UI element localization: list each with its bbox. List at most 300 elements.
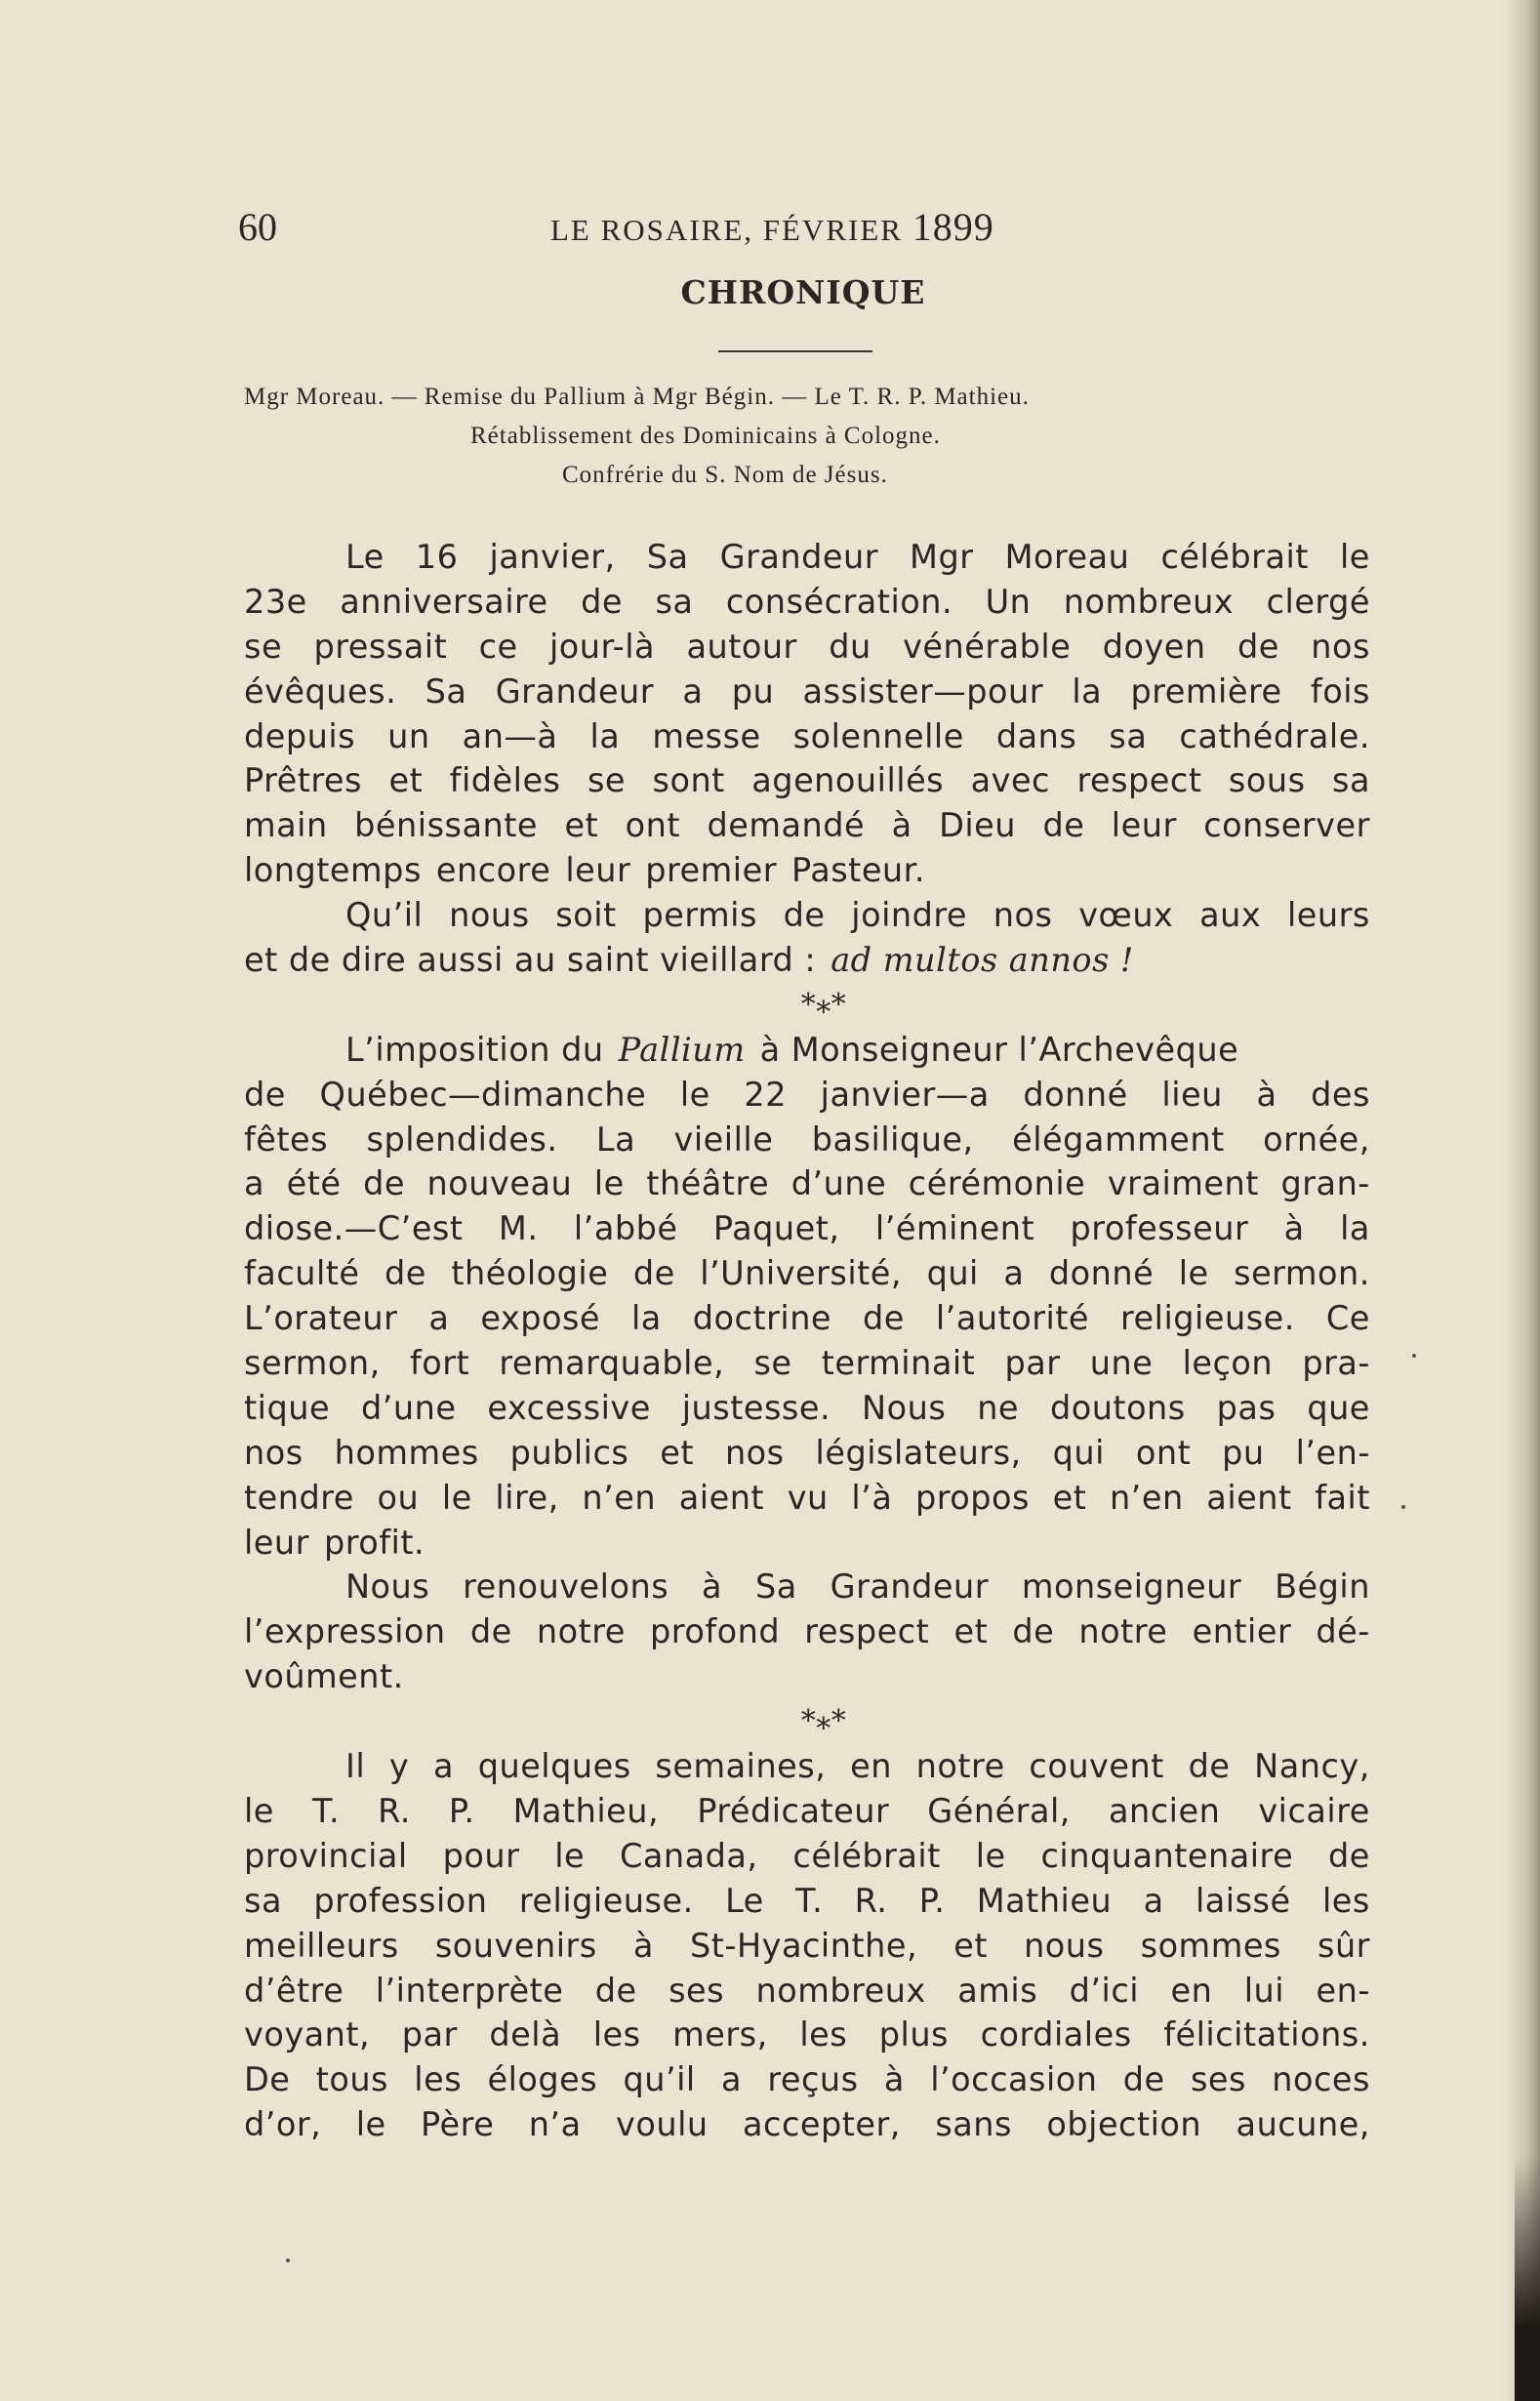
word: a (428, 1299, 450, 1338)
word: célébrait (792, 1836, 941, 1875)
word: R. (854, 1881, 888, 1920)
word: sûr (1317, 1926, 1370, 1965)
word: clergé (1266, 582, 1370, 621)
word: évêques. (244, 671, 397, 711)
word: demandé (707, 806, 866, 845)
star-glyph: * (816, 995, 831, 1030)
word: doyen (1102, 627, 1206, 666)
word: éloges (487, 2060, 598, 2099)
word: laissé (1195, 1881, 1291, 1920)
word: Nancy, (1254, 1747, 1370, 1786)
page-gutter-shadow (1505, 0, 1540, 2401)
word: donné (1048, 1254, 1155, 1293)
text-line (244, 1969, 1370, 2014)
word: élégamment (1012, 1119, 1225, 1159)
word: de (385, 1254, 426, 1293)
word: janvier, (489, 538, 616, 576)
word: de (1042, 806, 1085, 845)
word: La (595, 1119, 636, 1159)
word: fidèles (449, 761, 561, 800)
word: législateurs, (815, 1433, 1022, 1472)
word: provincial (244, 1836, 408, 1875)
word: exposé (480, 1299, 601, 1338)
page-number: 60 (238, 205, 277, 249)
text-line (244, 1565, 1370, 1609)
word: de (1236, 627, 1279, 666)
word: le (975, 1836, 1006, 1875)
word: le (679, 1075, 710, 1114)
text-line (244, 848, 1370, 893)
word: Dieu (939, 806, 1017, 845)
word: de (594, 1971, 637, 2010)
text-line (244, 803, 1370, 848)
word: la (1072, 671, 1103, 711)
word: par (401, 2015, 458, 2055)
word: Canada, (619, 1836, 758, 1875)
word: lui (1243, 1971, 1285, 2010)
word: les (414, 2060, 463, 2099)
word: excessive (487, 1388, 651, 1427)
word: a (432, 1747, 454, 1786)
word: vicaire (1258, 1791, 1370, 1830)
word: pu (731, 671, 775, 711)
word: l’abbé (573, 1209, 678, 1248)
text-line (244, 625, 1370, 670)
word: à (1256, 1075, 1277, 1114)
word: Bégin (1275, 1567, 1370, 1607)
word: main (244, 806, 328, 845)
word: Il (345, 1747, 366, 1786)
word: qu’il (623, 2060, 696, 2099)
word: sans (935, 2105, 1012, 2144)
word: qui (1052, 1433, 1105, 1472)
word: nos (724, 1433, 785, 1472)
word: Grandeur (719, 538, 878, 576)
word: sont (652, 761, 725, 800)
word: L’orateur (244, 1299, 398, 1338)
word: d’or, (244, 2105, 322, 2144)
word: ce (478, 627, 518, 666)
word: longtemps (244, 851, 422, 890)
word: permis (642, 896, 757, 935)
word: premier (645, 851, 777, 890)
word: le (244, 1791, 274, 1830)
word: se (244, 627, 283, 666)
text-line (244, 1386, 1370, 1431)
word: Général, (927, 1791, 1071, 1830)
word: ne (977, 1388, 1020, 1427)
word: conserver (1203, 806, 1370, 845)
word: première (1130, 671, 1282, 711)
word: aux (1199, 896, 1262, 935)
word: notre (1078, 1612, 1168, 1651)
star-glyph: * (800, 987, 817, 1022)
word: de (632, 1254, 675, 1293)
word: jour-là (548, 627, 656, 666)
word: Prédicateur (697, 1791, 890, 1830)
word: célébrait (1160, 538, 1309, 576)
page-corner-shadow (1515, 2157, 1540, 2401)
word: félicitations. (1163, 2015, 1370, 2055)
word: l’Université, (700, 1254, 903, 1293)
word: de (1328, 1836, 1370, 1875)
text-line (244, 1924, 1370, 1969)
word: 22 (744, 1075, 788, 1114)
text-line (244, 1341, 1370, 1386)
word: faculté (244, 1254, 360, 1293)
word: encore (435, 851, 551, 890)
word: T. (795, 1881, 824, 1920)
word: avec (970, 761, 1050, 800)
word: splendides. (366, 1119, 558, 1159)
word: de (469, 1612, 512, 1651)
word: P. (448, 1791, 475, 1830)
word: pu (1222, 1433, 1265, 1472)
word: semaines, (655, 1747, 827, 1786)
running-head-year: 1899 (912, 205, 994, 249)
text-segment: à Monseigneur l’Archevêque (759, 1030, 1239, 1069)
word: fêtes (244, 1119, 329, 1159)
star-glyph: * (831, 987, 847, 1022)
word: reçus (767, 2060, 859, 2099)
word: le (441, 1478, 472, 1517)
text-line (244, 1251, 1370, 1296)
text-line (244, 1073, 1370, 1118)
word: de (783, 896, 826, 935)
text-line (244, 535, 1370, 580)
word: et (953, 1926, 988, 1965)
word: et (1052, 1478, 1087, 1517)
word: le (593, 1164, 625, 1203)
word: nos (244, 1433, 304, 1472)
word: a (682, 671, 704, 711)
word: d’une (790, 1164, 887, 1203)
word: en- (1316, 1971, 1370, 2010)
word: sermon, (244, 1344, 381, 1383)
text-line (244, 714, 1370, 759)
word: delà (489, 2015, 562, 2055)
word: religieuse. (518, 1881, 694, 1920)
word: lire, (495, 1478, 559, 1517)
word: ont (625, 806, 681, 845)
word: solennelle (792, 716, 964, 755)
word: de (1012, 1612, 1055, 1651)
word: et (564, 806, 599, 845)
word: n’a (528, 2105, 582, 2144)
word: vieille (673, 1119, 774, 1159)
word: l’à (851, 1478, 893, 1517)
word: une (1089, 1344, 1154, 1383)
word: Sa (754, 1567, 797, 1607)
text-line (244, 1161, 1370, 1206)
word: dé- (1316, 1612, 1370, 1651)
running-head-text: LE ROSAIRE, FÉVRIER (550, 213, 903, 247)
word: à (883, 2060, 905, 2099)
word: cordiales (980, 2015, 1132, 2055)
word: mers, (672, 2015, 768, 2055)
word: y (388, 1747, 410, 1786)
word: tendre (244, 1478, 354, 1517)
word: la (1340, 1209, 1370, 1248)
word: Le (725, 1881, 764, 1920)
summary-line: Confrérie du S. Nom de Jésus. (562, 462, 888, 488)
word: tique (244, 1388, 331, 1427)
word: St-Hyacinthe, (689, 1926, 918, 1965)
word: le (1339, 538, 1370, 576)
word: nombreux (1063, 582, 1235, 621)
word: ont (1135, 1433, 1192, 1472)
word: vu (787, 1478, 829, 1517)
word: ses (1190, 2060, 1246, 2099)
word: l’interprète (375, 1971, 564, 2010)
word: propos (914, 1478, 1030, 1517)
word: Sa (646, 538, 689, 576)
word: donné (1023, 1075, 1128, 1114)
word: ou (377, 1478, 420, 1517)
word: Grandeur (495, 671, 655, 711)
word: Paquet, (712, 1209, 840, 1248)
word: messe (652, 716, 761, 755)
word: sa (1109, 716, 1148, 755)
word: plus (878, 2015, 950, 2055)
word: pour (442, 1836, 520, 1875)
text-line (244, 1476, 1370, 1521)
word: fort (409, 1344, 470, 1383)
word: la (630, 1299, 662, 1338)
word: a (1143, 1881, 1164, 1920)
word: d’être (244, 1971, 344, 2010)
word: sermon. (1234, 1254, 1370, 1293)
word: sa (244, 1881, 282, 1920)
text-line (244, 893, 1370, 938)
word: l’autorité (935, 1299, 1090, 1338)
word: Grandeur (830, 1567, 989, 1607)
word: leçon (1182, 1344, 1274, 1383)
word: pressait (313, 627, 448, 666)
word: se (753, 1344, 792, 1383)
star-glyph: * (800, 1704, 817, 1739)
word: l’expression (244, 1612, 446, 1651)
word: Québec—dimanche (319, 1075, 647, 1114)
word: leur (244, 1523, 309, 1562)
word: remarquable, (499, 1344, 725, 1383)
text-line (244, 758, 1370, 803)
word: cathédrale. (1179, 716, 1370, 755)
text-line (244, 938, 1370, 983)
text-line (244, 1789, 1370, 1834)
word: des (1311, 1075, 1370, 1114)
word: à (1283, 1209, 1305, 1248)
title-rule (718, 350, 872, 352)
word: l’occasion (930, 2060, 1098, 2099)
text-line (244, 1879, 1370, 1924)
word: noces (1272, 2060, 1370, 2099)
word: P. (918, 1881, 946, 1920)
word: n’en (582, 1478, 657, 1517)
word: Sa (425, 671, 467, 711)
word: Le (345, 538, 385, 576)
word: nos (1311, 627, 1370, 666)
word: ses (669, 1971, 725, 2010)
summary-line: Rétablissement des Dominicains à Cologne. (470, 423, 941, 449)
summary-line: Mgr Moreau. — Remise du Pallium à Mgr Bégin. — Le T. R. P. Mathieu. (244, 384, 1030, 410)
word: pra- (1302, 1344, 1370, 1383)
asterism-separator (244, 1699, 1370, 1747)
word: accepter, (743, 2105, 901, 2144)
word: l’en- (1295, 1433, 1370, 1472)
word: gran- (1280, 1164, 1370, 1203)
word: 23e (244, 582, 307, 621)
word: justesse. (681, 1388, 831, 1427)
word: Ce (1325, 1299, 1370, 1338)
word: entier (1192, 1612, 1292, 1651)
word: dans (995, 716, 1077, 755)
word: aucune, (1236, 2105, 1370, 2144)
word: cérémonie (908, 1164, 1086, 1203)
text-line (244, 1834, 1370, 1879)
word: et (953, 1612, 989, 1651)
word: leur (1111, 806, 1177, 845)
word: sommes (1140, 1926, 1281, 1965)
word: 16 (415, 538, 459, 576)
word: que (1307, 1388, 1370, 1427)
word: les (1321, 1881, 1370, 1920)
word: Prêtres (244, 761, 362, 800)
word: de (1122, 2060, 1165, 2099)
word: fois (1310, 671, 1370, 711)
word: objection (1046, 2105, 1202, 2144)
word: souvenirs (434, 1926, 597, 1965)
word: profit. (323, 1523, 426, 1562)
word: T. (311, 1791, 341, 1830)
word: en (1170, 1971, 1213, 2010)
word: théologie (451, 1254, 609, 1293)
word: a (244, 1164, 265, 1203)
word: et (660, 1433, 695, 1472)
word: respect (1076, 761, 1202, 800)
word: voulu (616, 2105, 709, 2144)
word: voyant, (244, 2015, 371, 2055)
word: voûment. (244, 1657, 404, 1696)
word: cinquantenaire (1040, 1836, 1294, 1875)
article-body (244, 535, 1370, 2147)
text-segment: L’imposition du (345, 1030, 604, 1069)
word: Nous (345, 1567, 430, 1607)
section-title: CHRONIQUE (680, 273, 926, 311)
word: de (863, 1299, 905, 1338)
word: Mgr (910, 538, 974, 576)
word: Moreau (1004, 538, 1130, 576)
word: De (244, 2060, 291, 2099)
text-line (244, 1431, 1370, 1476)
asterism-separator (244, 983, 1370, 1028)
star-glyph: * (831, 1704, 847, 1739)
word: a (1003, 1254, 1025, 1293)
word: notre (915, 1747, 1005, 1786)
word: Un (985, 582, 1032, 621)
word: aient (1206, 1478, 1292, 1517)
word: profond (650, 1612, 781, 1651)
word: un (387, 716, 430, 755)
word: Pasteur. (791, 851, 926, 890)
word: couvent (1029, 1747, 1164, 1786)
word: R. (378, 1791, 411, 1830)
text-line (244, 1118, 1370, 1162)
word: profession (313, 1881, 488, 1920)
word: à (702, 1567, 723, 1607)
word: les (592, 2015, 641, 2055)
word: sa (1332, 761, 1370, 800)
word: publics (509, 1433, 629, 1472)
word: autour (686, 627, 797, 666)
paper-speck (1412, 1354, 1416, 1358)
italic-phrase: Pallium (618, 1030, 746, 1069)
word: nouveau (426, 1164, 573, 1203)
text-line (244, 1654, 1370, 1699)
word: religieuse. (1120, 1299, 1295, 1338)
word: à (632, 1926, 654, 1965)
text-line (244, 670, 1370, 714)
word: de (581, 582, 623, 621)
word: vraiment (1107, 1164, 1259, 1203)
word: vœux (1078, 896, 1174, 935)
word: joindre (851, 896, 968, 935)
text-line (244, 580, 1370, 625)
word: Nous (862, 1388, 947, 1427)
text-line (244, 2013, 1370, 2057)
word: quelques (477, 1747, 631, 1786)
word: d’ici (1069, 1971, 1140, 2010)
word: doctrine (692, 1299, 832, 1338)
text-line (244, 1296, 1370, 1341)
word: aient (678, 1478, 765, 1517)
word: sous (1228, 761, 1306, 800)
word: la (589, 716, 621, 755)
word: à (891, 806, 912, 845)
word: anniversaire (340, 582, 548, 621)
word: l’éminent (874, 1209, 1035, 1248)
word: nous (1024, 1926, 1105, 1965)
word: janvier—a (820, 1075, 990, 1114)
word: théâtre (646, 1164, 770, 1203)
word: ancien (1108, 1791, 1221, 1830)
text-line (244, 2102, 1370, 2147)
paper-speck (286, 2259, 290, 2262)
word: été (286, 1164, 342, 1203)
word: par (1004, 1344, 1061, 1383)
word: leur (565, 851, 631, 890)
word: diose.—C’est (244, 1209, 464, 1248)
word: consécration. (725, 582, 953, 621)
word: M. (498, 1209, 539, 1248)
word: amis (957, 1971, 1038, 2010)
word: tous (315, 2060, 389, 2099)
text-line (244, 1028, 1370, 1073)
word: nombreux (755, 1971, 926, 2010)
word: terminait (821, 1344, 976, 1383)
word: vénérable (903, 627, 1072, 666)
word: Mathieu (976, 1881, 1113, 1920)
word: meilleurs (244, 1926, 399, 1965)
word: et (388, 761, 424, 800)
word: nos (993, 896, 1053, 935)
word: a (721, 2060, 743, 2099)
word: lieu (1161, 1075, 1223, 1114)
paper-speck (1401, 1505, 1405, 1509)
word: de (363, 1164, 405, 1203)
word: ornée, (1263, 1119, 1370, 1159)
word: Mathieu, (512, 1791, 660, 1830)
